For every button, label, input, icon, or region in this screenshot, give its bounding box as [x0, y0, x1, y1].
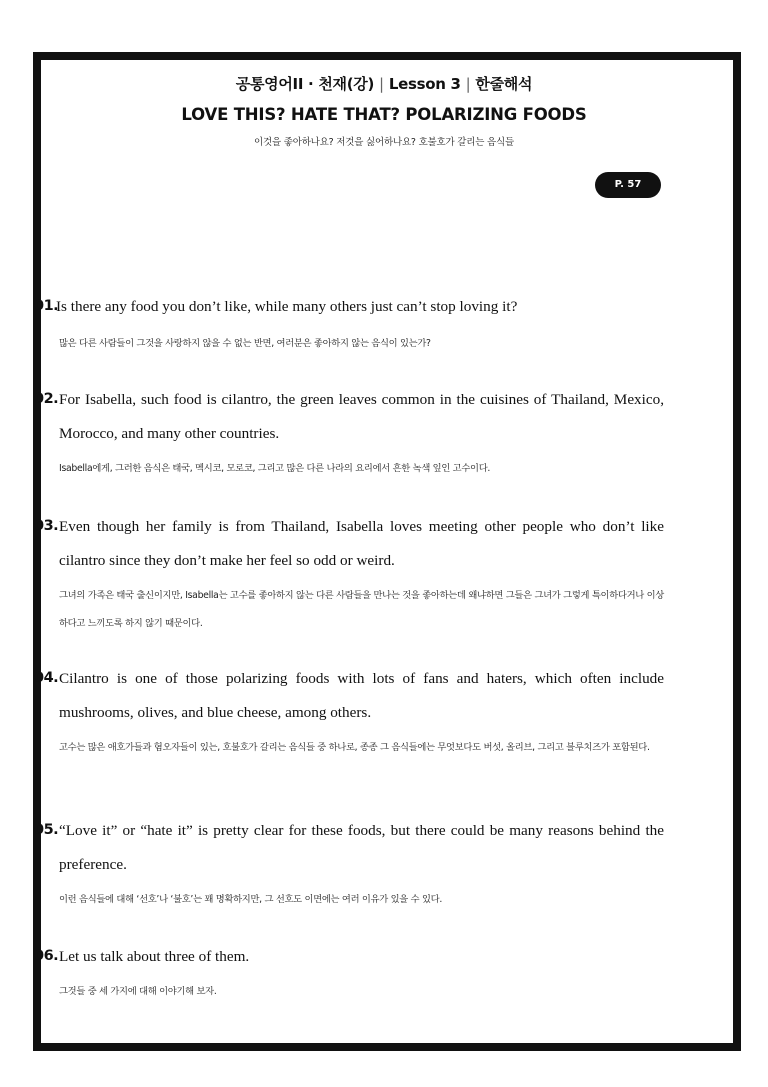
korean-translation: 많은 다른 사람들이 그것을 사랑하지 않을 수 없는 반면, 여러분은 좋아하지 않는 음식이 있는가?	[59, 338, 431, 349]
korean-translation: Isabella에게, 그러한 음식은 태국, 멕시코, 모로코, 그리고 많은 다른 나라의 요리에서 흔한 녹색 잎인 고수이다.	[59, 463, 491, 474]
sentence-item	[34, 510, 664, 638]
english-sentence: Let us talk about three of them.	[59, 948, 250, 965]
sentence-number: 01.	[34, 298, 59, 314]
sentence-item	[34, 290, 664, 358]
page-title: LOVE THIS? HATE THAT? POLARIZING FOODS	[181, 105, 587, 124]
korean-translation: 이런 음식들에 대해 ‘선호’나 ‘불호’는 꽤 명확하지만, 그 선호도 이면에는 여러 이유가 있을 수 있다.	[59, 894, 442, 905]
separator: |	[379, 75, 384, 93]
sentence-item	[34, 662, 664, 762]
sentence-number: 03.	[34, 518, 59, 534]
sentence-number: 02.	[34, 391, 59, 407]
korean-translation: 고수는 많은 애호가들과 혐오자들이 있는, 호불호가 갈리는 음식들 중 하나로, 종종 그 음식들에는 무엇보다도 버섯, 올리브, 그리고 블루치즈가 포함된다.	[59, 742, 650, 753]
english-sentence: “Love it” or “hate it” is pretty clear for these foods, but there could be many reasons behind the preference.	[59, 822, 664, 873]
course-line	[0, 73, 768, 94]
mode-label: 한줄해석	[475, 75, 533, 93]
sentence-number: 05.	[34, 822, 59, 838]
sentence-item	[34, 940, 664, 1006]
english-sentence: Even though her family is from Thailand, Isabella loves meeting other people who don’t like cilantro since they don’t make her feel so odd or weird.	[59, 518, 664, 569]
sentence-item	[34, 814, 664, 914]
page-number-badge: P. 57	[595, 172, 661, 198]
english-sentence: Is there any food you don’t like, while many others just can’t stop loving it?	[56, 298, 518, 315]
lesson-label: Lesson 3	[388, 75, 461, 93]
course-name: 공통영어II · 천재(강)	[235, 75, 375, 93]
sentence-number: 04.	[34, 670, 59, 686]
english-sentence: Cilantro is one of those polarizing foods with lots of fans and haters, which often include mushrooms, olives, and blue cheese, among others.	[59, 670, 664, 721]
separator: |	[465, 75, 471, 93]
sentence-item	[34, 383, 664, 483]
sentence-number: 06.	[34, 948, 59, 964]
page-header	[0, 73, 768, 148]
english-sentence: For Isabella, such food is cilantro, the green leaves common in the cuisines of Thailand, Mexico, Morocco, and many other countries.	[59, 391, 664, 442]
page-subtitle: 이것을 좋아하나요? 저것을 싫어하나요? 호불호가 갈리는 음식들	[253, 137, 514, 148]
korean-translation: 그녀의 가족은 태국 출신이지만, Isabella는 고수를 좋아하지 않는 다른 사람들을 만나는 것을 좋아하는데 왜냐하면 그들은 그녀가 그렇게 특이하다거나 이상하다고 느끼도록 하지 않기 때문이다.	[59, 590, 664, 629]
korean-translation: 그것들 중 세 가지에 대해 이야기해 보자.	[59, 986, 217, 997]
